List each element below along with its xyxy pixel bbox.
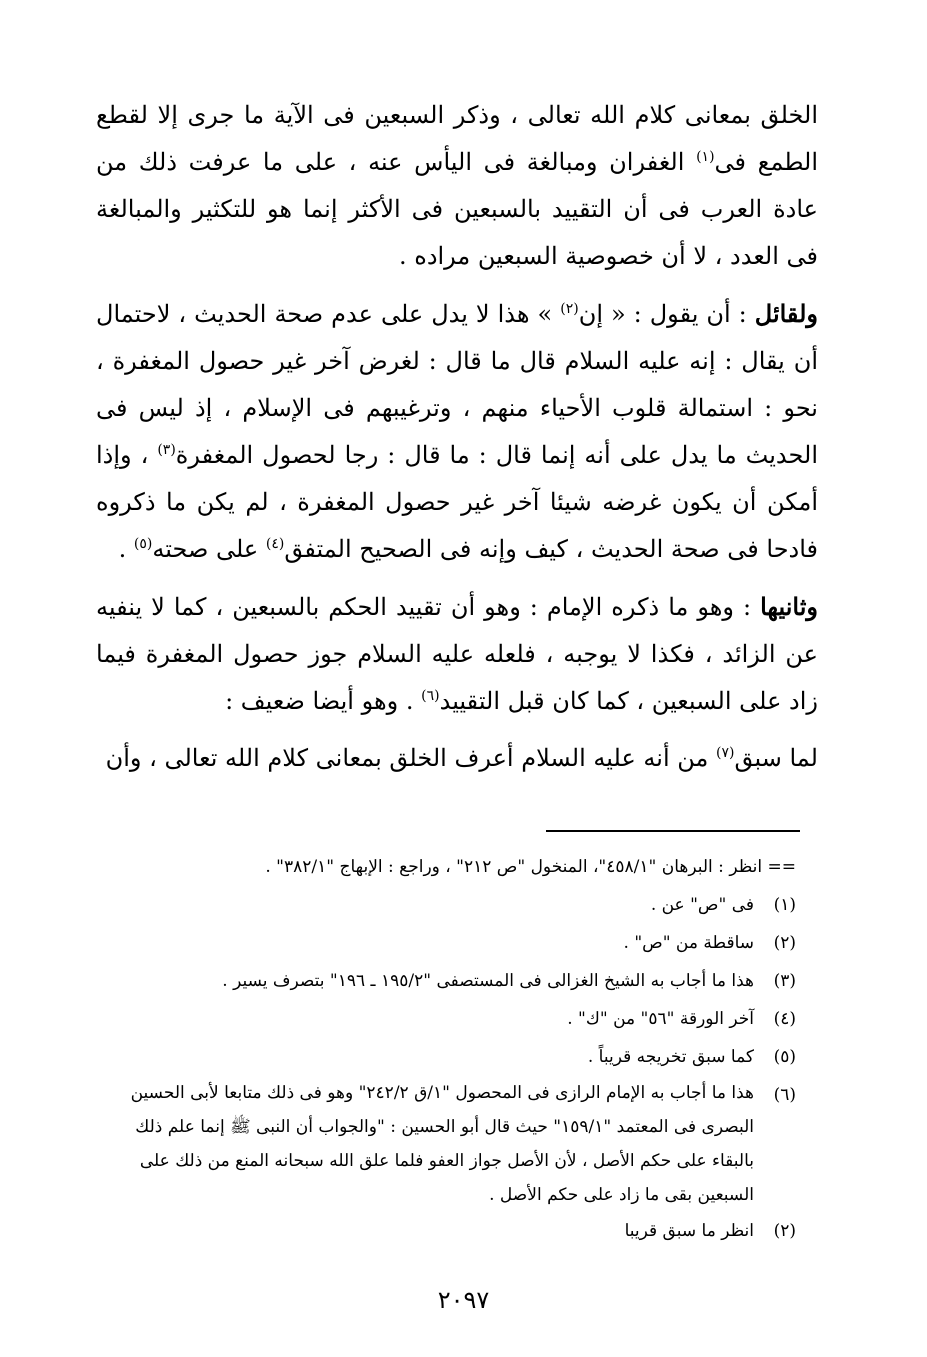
footnote-number: (٣) [773,971,796,991]
paragraph-1-line-3: الغفران ومبالغة فى اليأس عنه ، على ما عرفت ذلك من عادة [96,148,818,223]
footnote-text: كما سبق تخريجه قريباً . [587,1047,754,1067]
footnote-1 [96,886,796,924]
paragraph-3 [96,583,818,725]
footnote-continued [96,848,796,886]
footnote-number: (١) [773,895,796,915]
footnote-number: (٢) [773,933,796,953]
footnote-marker-1: (١) [696,149,715,165]
paragraph-2-lead: ولقائل [754,299,818,328]
paragraph-1-line-5: أن خصوصية السبعين مراده . [398,242,686,270]
footnote-text: آخر الورقة "٥٦" من "ك" . [567,1009,754,1029]
paragraph-2-part-2: » هذا لا يدل على عدم صحة الحديث ، لاحتمال أن يقال : إنه عليه السلام قال ما قال : لغرض آخر غير حصول المغفرة ، نحو : استمالة قلوب الأحياء منهم ، وترغيبهم فى الإسلام ، إذ ليس فى الحديث ما يدل على أنه إنما قال : ما قال : رجا لحصول المغفرة [96,300,819,469]
paragraph-2-part-1: : أن يقول : « إن [578,300,747,328]
footnote-number: (٦) [773,1085,796,1105]
paragraph-1-line-2: الطمع فى [714,148,818,176]
page-number: ٢٠٩٧ [437,1286,490,1314]
paragraph-3-lead: وثانيها [760,592,818,621]
paragraph-4 [96,735,818,782]
paragraph-1-line-4: العرب فى أن التقييد بالسبعين فى الأكثر إنما هو للتكثير والمبالغة فى العدد ، لا [96,195,818,270]
footnote-number: (٥) [773,1047,796,1067]
paragraph-2-part-3: ، وإذا أمكن أن يكون غرضه شيئا آخر غير حصول المغفرة ، لم يكن ما ذكروه فادحا فى صحة الحديث ، كيف وإنه فى الصحيح المتفق [96,441,818,563]
paragraph-2-part-5: . [118,535,127,563]
footnote-text: هذا ما أجاب به الشيخ الغزالى فى المستصفى "١٩٥/٢ ـ ١٩٦" بتصرف يسير . [222,971,754,991]
footnote-4 [96,1000,796,1038]
paragraph-1 [96,92,818,280]
footnote-6 [96,1076,796,1212]
footnote-7 [96,1212,796,1250]
paragraph-3-part-1: : وهو ما ذكره الإمام : وهو أن تقييد الحكم بالسبعين ، كما لا ينفيه عن الزائد ، فكذا لا يوجبه ، فلعله عليه السلام جوز حصول المغفرة فيما زاد على السبعين ، كما كان قبل التقييد [96,593,819,715]
footnote-text: ساقطة من "ص" . [623,933,754,953]
paragraph-4-part-1: لما سبق [734,744,818,772]
footnote-marker-6: (٦) [421,688,440,704]
footnote-marker-2: (٢) [560,301,579,317]
footnote-number: (٢) [773,1221,796,1241]
footnote-text: انظر ما سبق قريبا [624,1221,754,1241]
main-text [96,92,818,792]
paragraph-4-part-2: من أنه عليه السلام أعرف الخلق بمعانى كلام الله تعالى ، وأن [105,744,709,772]
footnote-3 [96,962,796,1000]
footnote-marker-4: (٤) [265,536,285,552]
footnote-marker-5: (٥) [133,536,153,552]
footnote-text: == انظر : البرهان "٤٥٨/١"، المنخول "ص ٢١٢" ، وراجع : الإبهاج "٣٨٢/١" . [265,857,796,877]
paragraph-3-part-2: . وهو أيضا ضعيف : [225,687,414,715]
paragraph-2-part-4: على صحته [152,535,259,563]
footnote-text: هذا ما أجاب به الإمام الرازى فى المحصول "١/ق ٢٤٢/٢" وهو فى ذلك متابعا لأبى الحسين البصرى فى المعتمد "١٥٩/١" حيث قال أبو الحسين : "والجواب أن النبى ﷺ إنما علم ذلك بالبقاء على حكم الأصل ، لأن الأصل جواز العفو فلما علق الله سبحانه المنع من ذلك على السبعين بقى ما زاد على حكم الأصل . [130,1083,754,1205]
footnote-separator [546,830,800,832]
paragraph-1-line-1: الخلق بمعانى كلام الله تعالى ، وذكر السبعين فى الآية ما جرى إلا لقطع [96,101,818,129]
footnotes [96,848,796,1250]
footnote-marker-3: (٣) [157,442,176,458]
footnote-2 [96,924,796,962]
paragraph-2 [96,290,818,573]
footnote-number: (٤) [773,1009,796,1029]
footnote-text: فى "ص" عن . [650,895,754,915]
footnote-5 [96,1038,796,1076]
footnote-marker-7: (٧) [716,745,735,761]
